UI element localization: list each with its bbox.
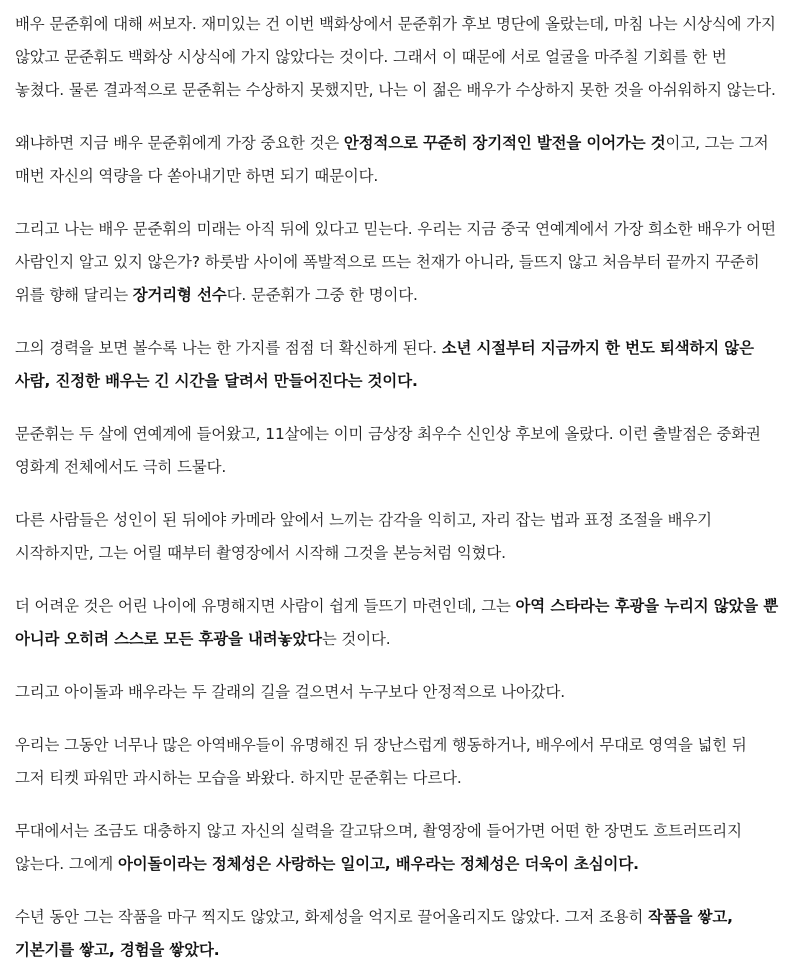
text-run: 다른 사람들은 성인이 된 뒤에야 카메라 앞에서 느끼는 감각을 익히고, 자리 잡는 법과 표정 조절을 배우기 시작하지만, 그는 어릴 때부터 촬영장에서 시작해 그것을 본능처럼 익혔다.	[15, 511, 712, 562]
text-run: 배우 문준휘에 대해 써보자. 재미있는 건 이번 백화상에서 문준휘가 후보 명단에 올랐는데, 마침 나는 시상식에 가지 않았고 문준휘도 백화상 시상식에 가지 않았다는 것이다. 그래서 이 때문에 서로 얼굴을 마주칠 기회를 한 번 놓쳤다. 물론 결과적으로 문준휘는 수상하지 못했지만, 나는 이 젊은 배우가 수상하지 못한 것을 아쉬워하지 않는다.	[15, 15, 776, 99]
paragraph-4	[15, 332, 779, 398]
text-run: 이고, 그는 그저 매번 자신의 역량을 다 쏟아내기만 하면 되기 때문이다.	[15, 134, 769, 185]
paragraph-11	[15, 901, 779, 967]
emphasis-text: 작품을 쌓고, 기본기를 쌓고, 경험을 쌓았다.	[15, 908, 733, 959]
text-run: 무대에서는 조금도 대충하지 않고 자신의 실력을 갈고닦으며, 촬영장에 들어가면 어떤 한 장면도 흐트러뜨리지 않는다. 그에게	[15, 822, 742, 873]
text-run: 왜냐하면 지금 배우 문준휘에게 가장 중요한 것은	[15, 134, 344, 152]
paragraph-2	[15, 127, 779, 193]
text-run: 수년 동안 그는 작품을 마구 찍지도 않았고, 화제성을 억지로 끌어올리지도 않았다. 그저 조용히	[15, 908, 649, 926]
text-run: 다. 문준휘가 그중 한 명이다.	[226, 286, 418, 304]
emphasis-text: 아역 스타라는 후광을 누리지 않았을 뿐 아니라 오히려 스스로 모든 후광을 내려놓았다	[15, 597, 779, 648]
text-run: 더 어려운 것은 어린 나이에 유명해지면 사람이 쉽게 들뜨기 마련인데, 그는	[15, 597, 516, 615]
emphasis-text: 안정적으로 꾸준히 장기적인 발전을 이어가는 것	[343, 134, 666, 152]
text-run: 문준휘는 두 살에 연예계에 들어왔고, 11살에는 이미 금상장 최우수 신인상 후보에 올랐다. 이런 출발점은 중화권 영화계 전체에서도 극히 드물다.	[15, 425, 761, 476]
paragraph-1	[15, 8, 779, 107]
paragraph-9	[15, 729, 779, 795]
emphasis-text: 장거리형 선수	[132, 286, 227, 304]
text-run: 우리는 그동안 너무나 많은 아역배우들이 유명해진 뒤 장난스럽게 행동하거나, 배우에서 무대로 영역을 넓힌 뒤 그저 티켓 파워만 과시하는 모습을 봐왔다. 하지만 문준휘는 다르다.	[15, 736, 747, 787]
paragraph-6	[15, 504, 779, 570]
paragraph-7	[15, 590, 779, 656]
text-run: 는 것이다.	[321, 630, 391, 648]
text-run: 그리고 나는 배우 문준휘의 미래는 아직 뒤에 있다고 믿는다. 우리는 지금 중국 연예계에서 가장 희소한 배우가 어떤 사람인지 알고 있지 않은가? 하룻밤 사이에 폭발적으로 뜨는 천재가 아니라, 들뜨지 않고 처음부터 끝까지 꾸준히 위를 향해 달리는	[15, 220, 776, 304]
text-run: 그리고 아이돌과 배우라는 두 갈래의 길을 걸으면서 누구보다 안정적으로 나아갔다.	[15, 683, 566, 701]
emphasis-text: 소년 시절부터 지금까지 한 번도 퇴색하지 않은 사람, 진정한 배우는 긴 시간을 달려서 만들어진다는 것이다.	[15, 339, 754, 390]
paragraph-8	[15, 676, 779, 709]
paragraph-10	[15, 815, 779, 881]
emphasis-text: 아이돌이라는 정체성은 사랑하는 일이고, 배우라는 정체성은 더욱이 초심이다.	[117, 855, 639, 873]
paragraph-5	[15, 418, 779, 484]
paragraph-3	[15, 213, 779, 312]
text-run: 그의 경력을 보면 볼수록 나는 한 가지를 점점 더 확신하게 된다.	[15, 339, 442, 357]
